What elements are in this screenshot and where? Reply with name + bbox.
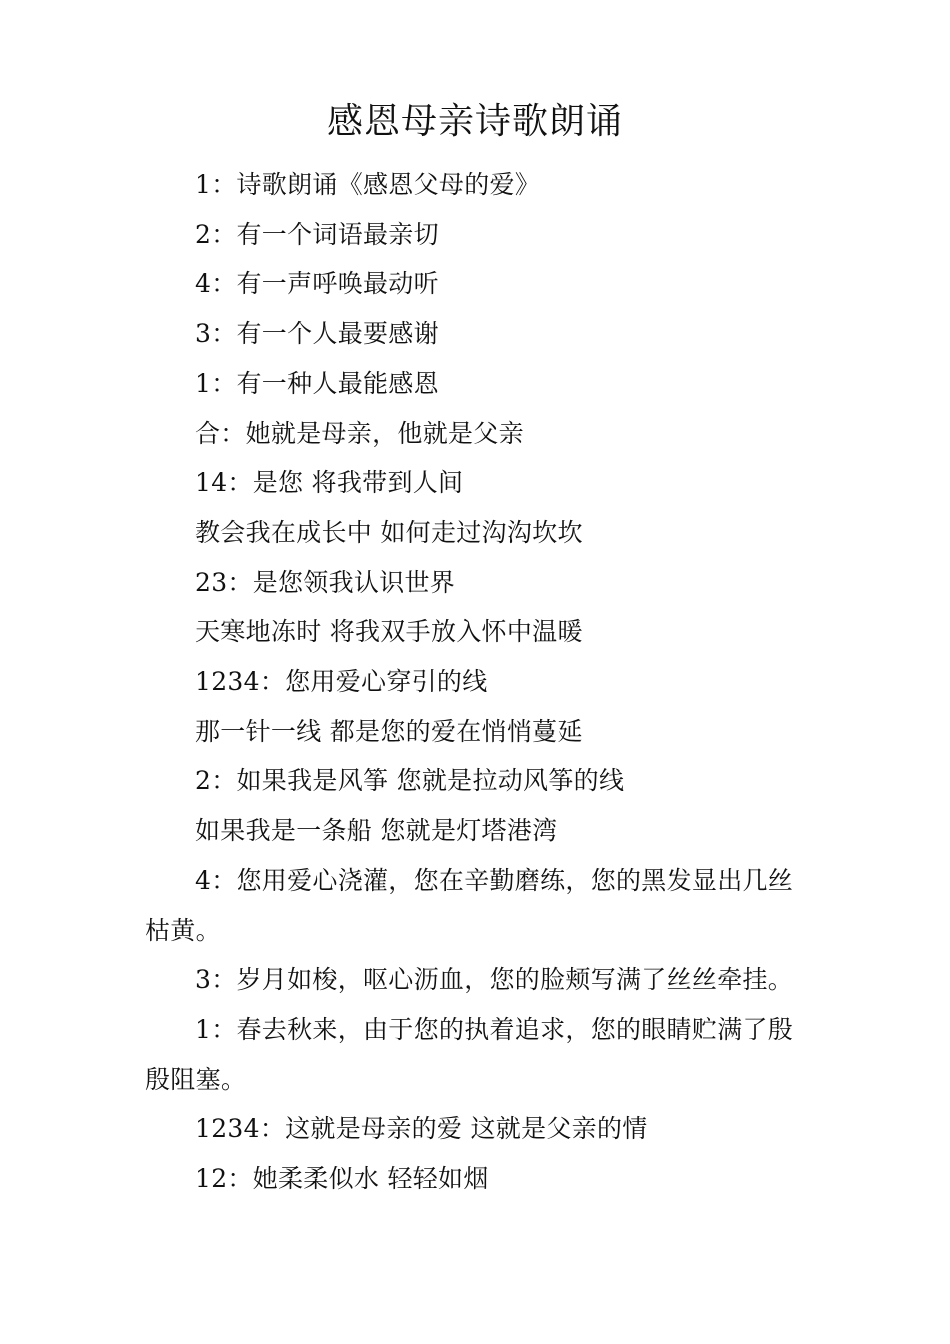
poem-line: 天寒地冻时 将我双手放入怀中温暖: [195, 617, 583, 647]
document-title: 感恩母亲诗歌朗诵: [326, 101, 623, 142]
poem-line: 2：有一个词语最亲切: [195, 219, 439, 249]
poem-line: 1234：您用爱心穿引的线: [195, 667, 488, 697]
poem-line: 3：岁月如梭，呕心沥血，您的脸颊写满了丝丝牵挂。: [195, 965, 794, 995]
poem-line: 3：有一个人最要感谢: [195, 319, 439, 349]
poem-line: 合：她就是母亲，他就是父亲: [195, 418, 524, 448]
poem-line: 4：有一声呼唤最动听: [195, 269, 439, 299]
poem-line: 14：是您 将我带到人间: [195, 468, 464, 498]
poem-body: [145, 160, 810, 1204]
poem-line: 如果我是一条船 您就是灯塔港湾: [195, 816, 558, 846]
poem-line: 23：是您领我认识世界: [195, 567, 456, 597]
poem-line: 1：诗歌朗诵《感恩父母的爱》: [195, 170, 541, 199]
poem-line: 教会我在成长中 如何走过沟沟坎坎: [195, 517, 583, 547]
poem-line: 1234：这就是母亲的爱 这就是父亲的情: [195, 1114, 648, 1144]
poem-line: 1：有一种人最能感恩: [195, 368, 439, 398]
poem-line: 那一针一线 都是您的爱在悄悄蔓延: [195, 716, 583, 746]
poem-line: 2：如果我是风筝 您就是拉动风筝的线: [195, 766, 625, 796]
poem-line: 1：春去秋来，由于您的执着追求，您的眼睛贮满了殷殷阻塞。: [145, 1014, 794, 1094]
poem-line: 12：她柔柔似水 轻轻如烟: [195, 1164, 489, 1194]
poem-line: 4：您用爱心浇灌，您在辛勤磨练，您的黑发显出几丝枯黄。: [145, 865, 794, 945]
